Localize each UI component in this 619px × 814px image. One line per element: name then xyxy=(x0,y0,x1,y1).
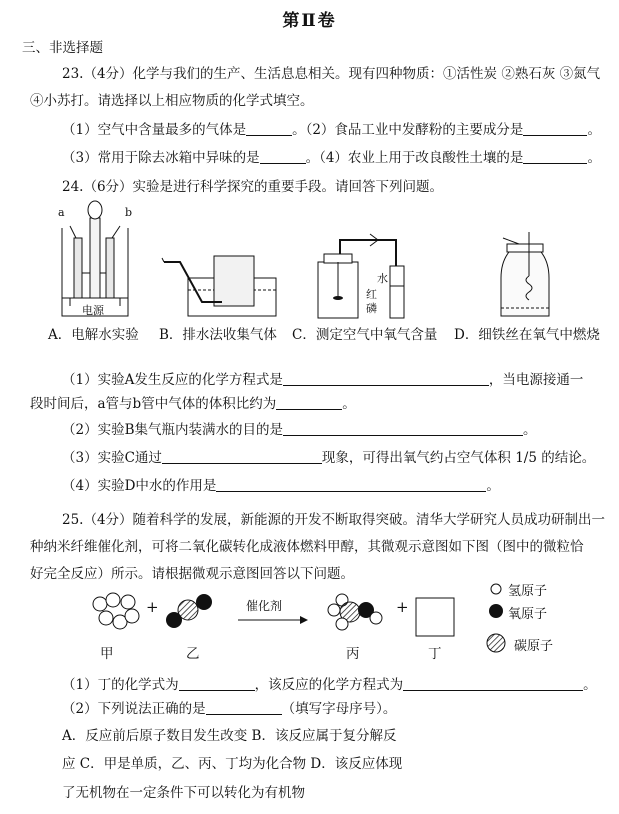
plus-sign-2: + xyxy=(396,598,409,616)
q25-sub2 xyxy=(62,697,396,717)
q24-sub3 xyxy=(62,446,595,466)
legend-carbon-symbol xyxy=(487,634,505,652)
legend-oxygen-symbol xyxy=(489,604,503,618)
q24-sub1-text: （1）实验A发生反应的化学方程式是 xyxy=(62,372,283,388)
legend-carbon: 碳原子 xyxy=(514,639,554,654)
label-phosphorus: 磷 xyxy=(366,302,377,315)
q25-blank-choice[interactable] xyxy=(206,700,282,715)
q23-part3-4 xyxy=(62,146,601,166)
q23-part2-text: 。（2）食品工业中发酵粉的主要成分是 xyxy=(292,122,524,138)
q25-options-line3: 了无机物在一定条件下可以转化为有机物 xyxy=(62,785,305,801)
q25-sub1 xyxy=(62,673,597,693)
q24-sub1-line1 xyxy=(62,368,583,388)
q24-sub3-text-b: 现象，可得出氧气约占空气体积 1/5 的结论。 xyxy=(321,450,596,466)
q24-sub1-text-b: ，当电源接通一 xyxy=(488,372,584,388)
label-jia: 甲 xyxy=(100,646,114,662)
q25-sub1-text-b: ，该反应的化学方程式为 xyxy=(254,677,404,693)
q25-options-line2: 应 C．甲是单质，乙、丙、丁均为化合物 D．该反应体现 xyxy=(62,756,403,772)
legend-hydrogen-symbol xyxy=(491,584,501,594)
q23-blank-1[interactable] xyxy=(246,121,292,136)
q23-stem-line1: 23.（4分）化学与我们的生产、生活息息相关。现有四种物质：①活性炭 ②熟石灰 ③氮气 xyxy=(62,66,601,82)
q25-blank-equation[interactable] xyxy=(403,676,583,691)
caption-c: C．测定空气中氧气含量 xyxy=(292,327,438,343)
q23-part2-end: 。 xyxy=(587,122,601,138)
label-ding: 丁 xyxy=(428,646,442,662)
q24-sub3-text: （3）实验C通过 xyxy=(62,450,162,466)
q23-blank-3[interactable] xyxy=(260,149,306,164)
catalyst-label: 催化剂 xyxy=(246,599,283,613)
legend-hydrogen: 氢原子 xyxy=(508,584,548,599)
q25-sub1-text: （1）丁的化学式为 xyxy=(62,677,179,693)
q25-stem-line3: 好完全反应）所示。请根据微观示意图回答以下问题。 xyxy=(30,566,354,582)
label-tube-b: b xyxy=(125,206,133,219)
q24-sub1-line2 xyxy=(30,392,356,412)
q23-part4-end: 。 xyxy=(587,150,601,166)
q24-sub4-end: 。 xyxy=(486,478,500,494)
q23-part3-text: （3）常用于除去冰箱中异味的是 xyxy=(62,150,260,166)
label-tube-a: a xyxy=(58,206,65,219)
q25-sub2-text-b: （填写字母序号）。 xyxy=(281,701,397,717)
caption-b: B．排水法收集气体 xyxy=(159,327,277,343)
q25-blank-formula[interactable] xyxy=(179,676,255,691)
q24-blank-ratio[interactable] xyxy=(276,395,342,410)
apparatus-water-collection xyxy=(162,250,282,320)
q23-part1-text: （1）空气中含量最多的气体是 xyxy=(62,122,247,138)
molecules-yi xyxy=(166,594,212,628)
q25-stem-line1: 25.（4分）随着科学的发展，新能源的开发不断取得突破。清华大学研究人员成功研制出一 xyxy=(62,512,606,528)
q23-stem-line2: ④小苏打。请选择以上相应物质的化学式填空。 xyxy=(30,93,314,109)
q24-sub2-end: 。 xyxy=(523,422,537,438)
plus-sign-1: + xyxy=(146,598,159,616)
caption-a: A．电解水实验 xyxy=(48,327,139,343)
q24-sub2-text: （2）实验B集气瓶内装满水的目的是 xyxy=(62,422,284,438)
molecules-jia xyxy=(93,593,139,629)
q23-blank-2[interactable] xyxy=(523,121,587,136)
q24-sub2 xyxy=(62,418,537,438)
molecules-bing xyxy=(328,594,382,630)
label-red: 红 xyxy=(366,288,377,301)
q25-stem-line2: 种纳米纤维催化剂，可将二氧化碳转化成液体燃料甲醇，其微观示意图如下图（图中的微粒恰 xyxy=(30,539,584,555)
page-title: 第Ⅱ卷 xyxy=(282,11,337,31)
q25-sub2-text: （2）下列说法正确的是 xyxy=(62,701,206,717)
caption-d: D．细铁丝在氧气中燃烧 xyxy=(454,327,600,343)
q25-sub1-end: 。 xyxy=(583,677,597,693)
label-power-source: 电源 xyxy=(82,304,104,317)
q24-sub1-end: 。 xyxy=(342,396,356,412)
section-heading: 三、非选择题 xyxy=(22,40,103,56)
q23-part4-text: 。（4）农业上用于改良酸性土壤的是 xyxy=(305,150,524,166)
label-water-c: 水 xyxy=(377,272,388,285)
q24-sub4-text: （4）实验D中水的作用是 xyxy=(62,478,217,494)
q24-blank-purpose[interactable] xyxy=(283,421,523,436)
apparatus-iron-wire xyxy=(495,232,555,320)
q24-blank-equation[interactable] xyxy=(283,371,489,386)
q24-blank-water-role[interactable] xyxy=(216,477,486,492)
q23-blank-4[interactable] xyxy=(523,149,587,164)
q24-stem: 24.（6分）实验是进行科学探究的重要手段。请回答下列问题。 xyxy=(62,179,444,195)
reaction-diagram xyxy=(80,586,480,646)
apparatus-red-phosphorus xyxy=(310,226,420,320)
q23-part1-2 xyxy=(62,118,601,138)
q24-blank-phenomenon[interactable] xyxy=(162,449,322,464)
q25-options-line1: A．反应前后原子数目发生改变 B．该反应属于复分解反 xyxy=(62,728,397,744)
q24-sub1-text-c: 段时间后，a管与b管中气体的体积比约为 xyxy=(30,396,277,412)
legend-oxygen: 氧原子 xyxy=(508,607,548,622)
label-bing: 丙 xyxy=(346,646,360,662)
q24-sub4 xyxy=(62,474,500,494)
label-yi: 乙 xyxy=(186,646,200,662)
molecule-box-ding xyxy=(416,598,454,636)
